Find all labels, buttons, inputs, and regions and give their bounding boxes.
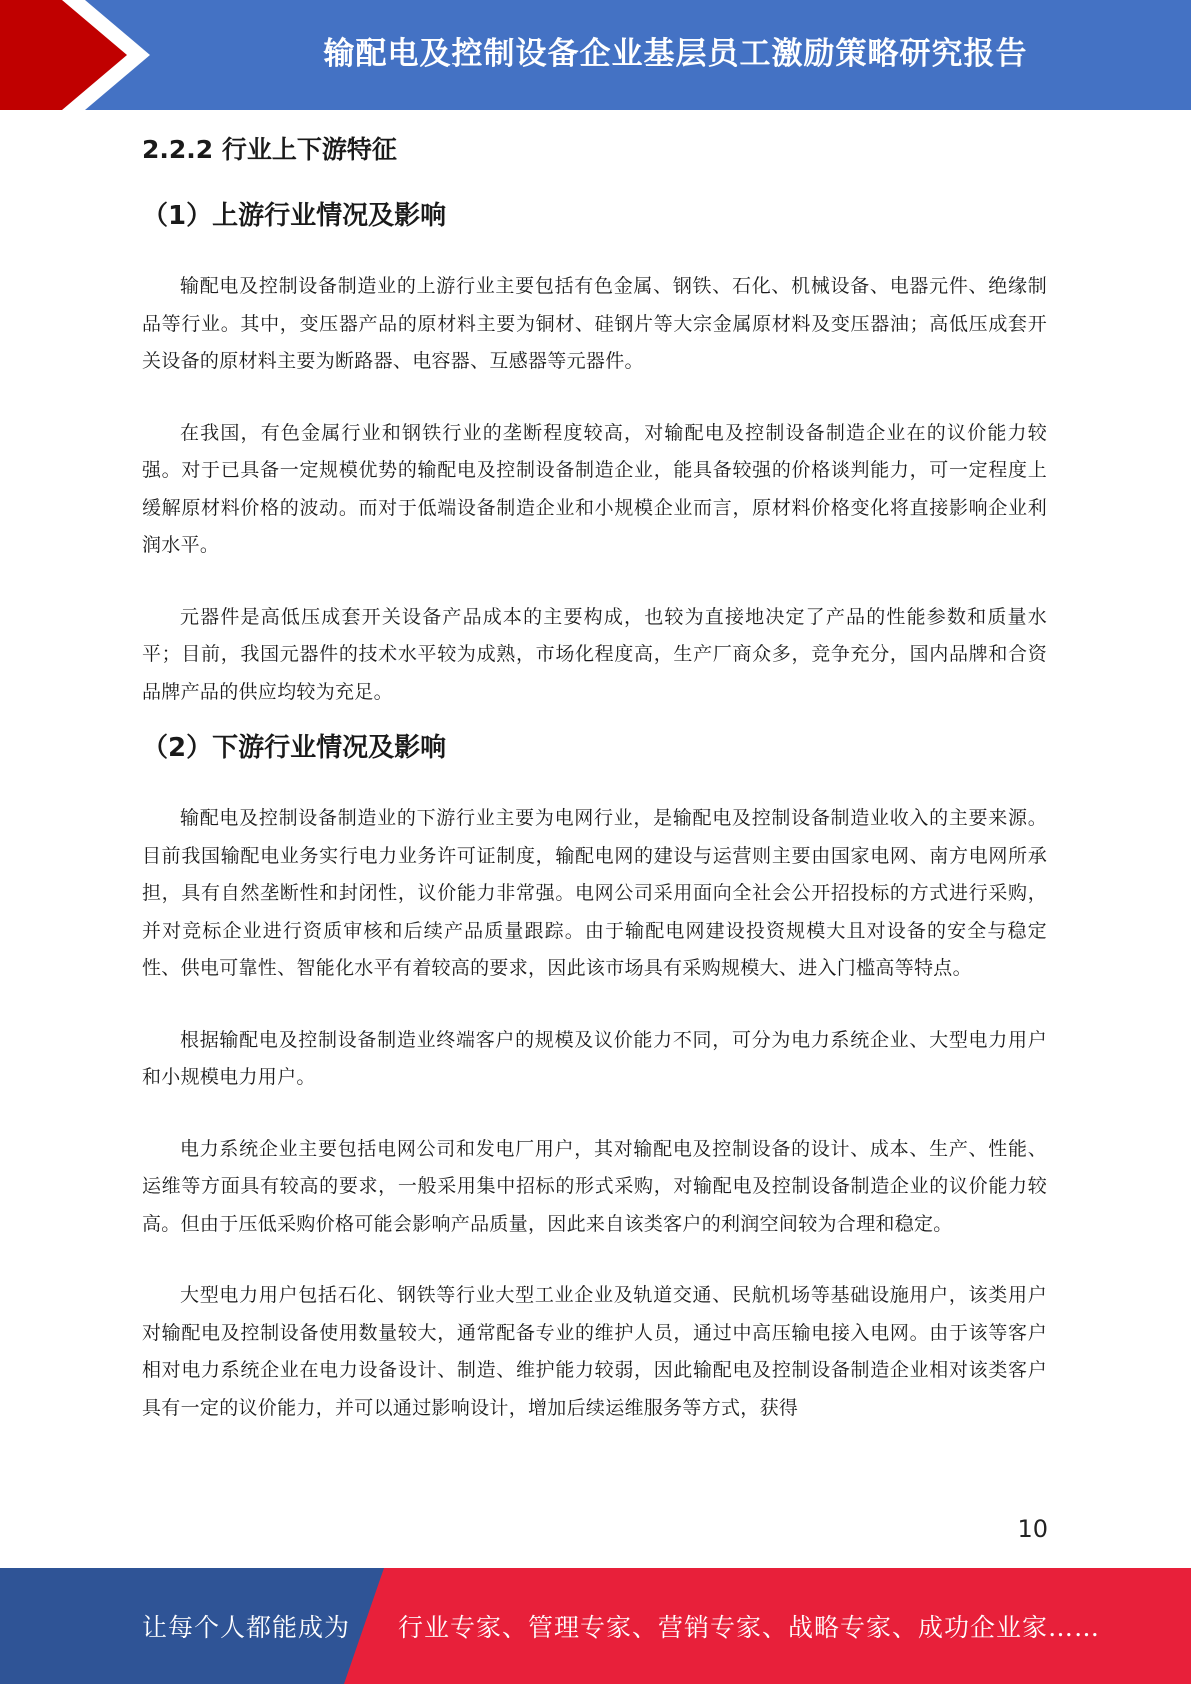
footer-slogan-left: 让每个人都能成为	[142, 1613, 351, 1642]
downstream-paragraph: 根据输配电及控制设备制造业终端客户的规模及议价能力不同，可分为电力系统企业、大型电力用户和小规模电力用户。	[142, 1028, 1047, 1088]
downstream-heading: （2）下游行业情况及影响	[142, 733, 447, 763]
footer-slogan-right: 行业专家、管理专家、营销专家、战略专家、成功企业家……	[398, 1613, 1101, 1642]
downstream-paragraph: 大型电力用户包括石化、钢铁等行业大型工业企业及轨道交通、民航机场等基础设施用户，该类用户对输配电及控制设备使用数量较大，通常配备专业的维护人员，通过中高压输电接入电网。由于该等客户相对电力系统企业在电力设备设计、制造、维护能力较弱，因此输配电及控制设备制造企业相对该类客户具有一定的议价能力，并可以通过影响设计，增加后续运维服务等方式，获得	[142, 1284, 1047, 1419]
page-content	[142, 126, 1047, 1427]
section-heading: 2.2.2 行业上下游特征	[142, 135, 397, 164]
header-arrow-decoration	[0, 0, 160, 110]
upstream-heading: （1）上游行业情况及影响	[142, 201, 447, 231]
upstream-paragraph: 元器件是高低压成套开关设备产品成本的主要构成，也较为直接地决定了产品的性能参数和质量水平；目前，我国元器件的技术水平较为成熟，市场化程度高，生产厂商众多，竞争充分，国内品牌和合资品牌产品的供应均较为充足。	[142, 605, 1047, 703]
upstream-paragraph: 输配电及控制设备制造业的上游行业主要包括有色金属、钢铁、石化、机械设备、电器元件、绝缘制品等行业。其中，变压器产品的原材料主要为铜材、硅钢片等大宗金属原材料及变压器油；高低压成套开关设备的原材料主要为断路器、电容器、互感器等元器件。	[142, 275, 1047, 372]
header-band	[0, 0, 1191, 110]
footer-band	[0, 1568, 1191, 1684]
downstream-paragraph: 输配电及控制设备制造业的下游行业主要为电网行业，是输配电及控制设备制造业收入的主要来源。目前我国输配电业务实行电力业务许可证制度，输配电网的建设与运营则主要由国家电网、南方电网所承担，具有自然垄断性和封闭性，议价能力非常强。电网公司采用面向全社会公开招投标的方式进行采购，并对竞标企业进行资质审核和后续产品质量跟踪。由于输配电网建设投资规模大且对设备的安全与稳定性、供电可靠性、智能化水平有着较高的要求，因此该市场具有采购规模大、进入门槛高等特点。	[142, 807, 1047, 979]
upstream-paragraph: 在我国，有色金属行业和钢铁行业的垄断程度较高，对输配电及控制设备制造企业在的议价能力较强。对于已具备一定规模优势的输配电及控制设备制造企业，能具备较强的价格谈判能力，可一定程度上缓解原材料价格的波动。而对于低端设备制造企业和小规模企业而言，原材料价格变化将直接影响企业利润水平。	[142, 421, 1047, 556]
downstream-paragraph: 电力系统企业主要包括电网公司和发电厂用户，其对输配电及控制设备的设计、成本、生产、性能、运维等方面具有较高的要求，一般采用集中招标的形式采购，对输配电及控制设备制造企业的议价能力较高。但由于压低采购价格可能会影响产品质量，因此来自该类客户的利润空间较为合理和稳定。	[142, 1137, 1047, 1235]
report-title: 输配电及控制设备企业基层员工激励策略研究报告	[323, 35, 1028, 72]
page-number: 10	[1017, 1515, 1048, 1543]
